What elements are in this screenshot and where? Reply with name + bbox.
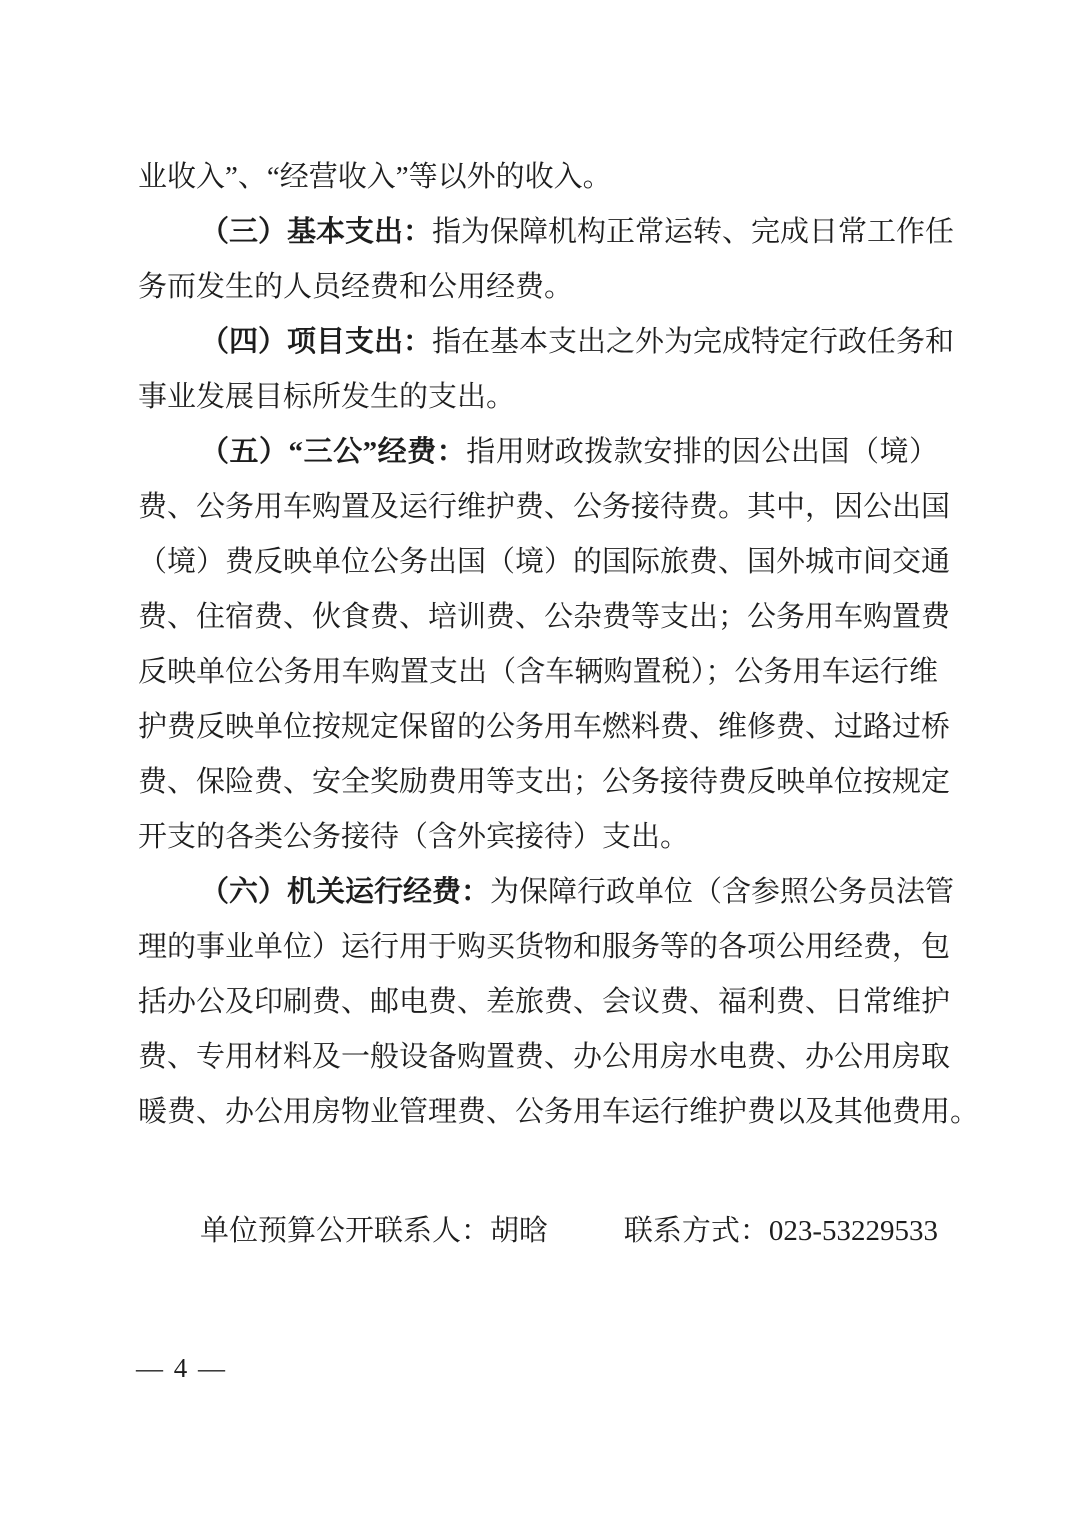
line-text: 指在基本支出之外为完成特定行政任务和 [432, 326, 955, 358]
budget-contact-person: 单位预算公开联系人：胡晗 [200, 1215, 549, 1247]
document-body [138, 150, 980, 1140]
line-text: 费、公务用车购置及运行维护费、公务接待费。其中，因公出国 [138, 491, 951, 523]
body-line-15 [138, 920, 951, 975]
contact-phone: 联系方式：023-53229533 [623, 1215, 938, 1247]
body-line-1 [138, 150, 938, 205]
line-text: 护费反映单位按规定保留的公务用车燃料费、维修费、过路过桥 [138, 711, 951, 743]
line-text: 费、住宿费、伙食费、培训费、公杂费等支出；公务用车购置费 [138, 601, 951, 633]
body-line-4 [138, 315, 955, 370]
page-number: — 4 — [136, 1353, 227, 1383]
line-text: 反映单位公务用车购置支出（含车辆购置税）；公务用车运行维 [138, 656, 938, 688]
line-text: 为保障行政单位（含参照公务员法管 [490, 876, 955, 908]
line-text: 指为保障机构正常运转、完成日常工作任 [432, 216, 955, 248]
body-line-12 [138, 755, 951, 810]
line-text: 括办公及印刷费、邮电费、差旅费、会议费、福利费、日常维护 [138, 986, 951, 1018]
line-text: 指用财政拨款安排的因公出国（境） [466, 436, 938, 468]
line-text: 业收入”、“经营收入”等以外的收入。 [138, 161, 612, 193]
term-label-agency-operating-funds: （六）机关运行经费： [200, 876, 491, 908]
body-line-13 [138, 810, 938, 865]
line-text: 费、保险费、安全奖励费用等支出；公务接待费反映单位按规定 [138, 766, 951, 798]
line-text: 费、专用材料及一般设备购置费、办公用房水电费、办公用房取 [138, 1041, 951, 1073]
body-line-3 [138, 260, 938, 315]
line-text: 暖费、办公用房物业管理费、公务用车运行维护费以及其他费用。 [138, 1096, 980, 1128]
body-line-17 [138, 1030, 951, 1085]
line-text: （境）费反映单位公务出国（境）的国际旅费、国外城市间交通 [138, 546, 951, 578]
body-line-10 [138, 645, 938, 700]
line-text: 开支的各类公务接待（含外宾接待）支出。 [138, 821, 690, 853]
line-text: 理的事业单位）运行用于购买货物和服务等的各项公用经费，包 [138, 931, 951, 963]
body-line-16 [138, 975, 951, 1030]
body-line-11 [138, 700, 951, 755]
body-line-5 [138, 370, 938, 425]
body-line-14 [138, 865, 955, 920]
line-text: 事业发展目标所发生的支出。 [138, 381, 516, 413]
body-line-18 [138, 1085, 980, 1140]
body-line-9 [138, 590, 951, 645]
body-line-2 [138, 205, 955, 260]
body-line-7 [138, 480, 951, 535]
term-label-project-expenditure: （四）项目支出： [200, 326, 433, 358]
body-line-6 [138, 425, 938, 480]
contact-info-row [138, 1204, 938, 1259]
body-line-8 [138, 535, 951, 590]
term-label-basic-expenditure: （三）基本支出： [200, 216, 433, 248]
term-label-three-public-funds: （五）“三公”经费： [200, 436, 467, 468]
line-text: 务而发生的人员经费和公用经费。 [138, 271, 574, 303]
